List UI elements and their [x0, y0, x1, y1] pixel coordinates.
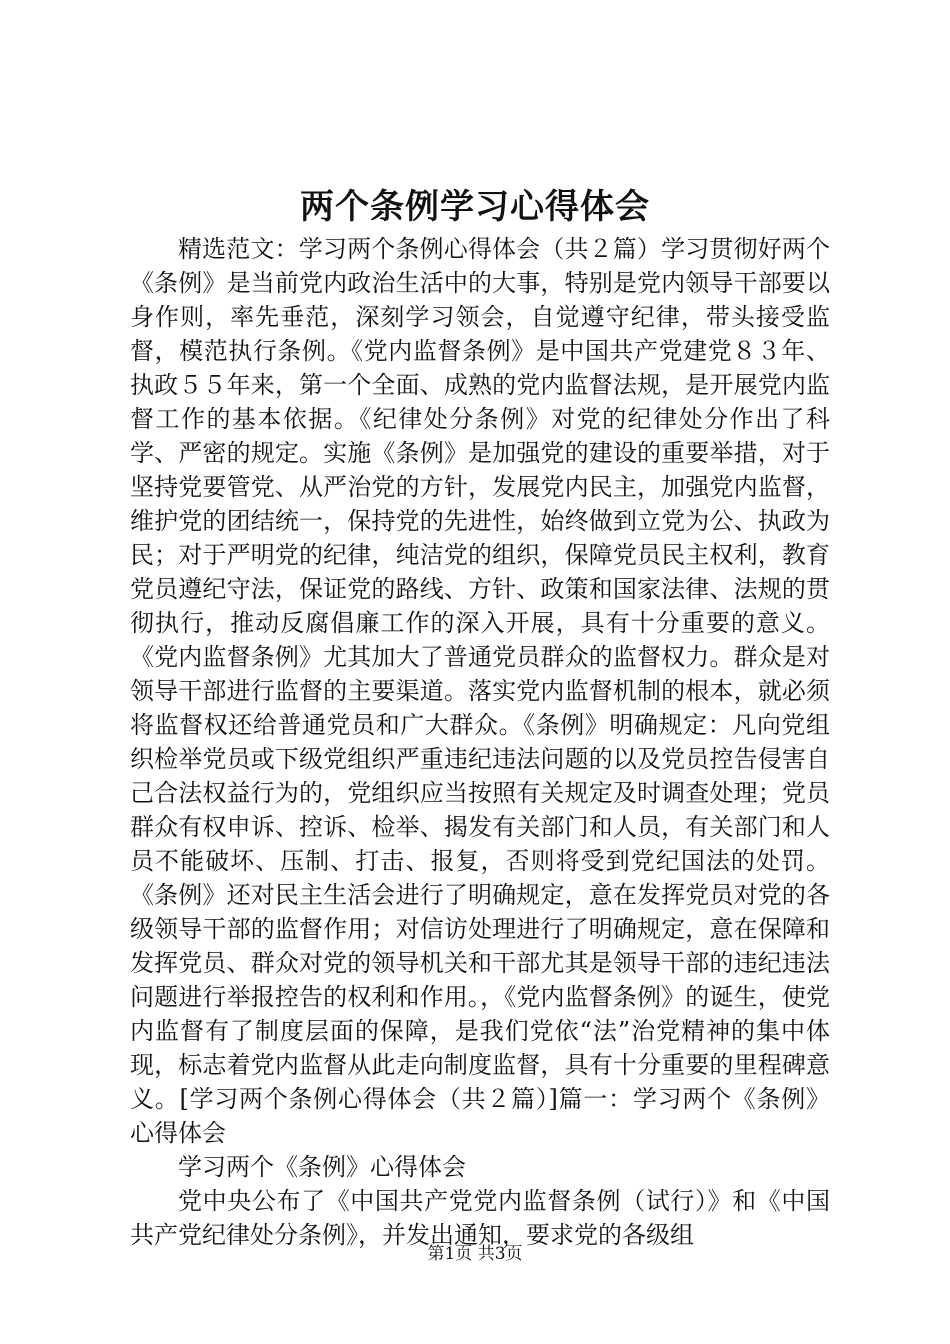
document-body: [130, 232, 830, 1252]
body-paragraph: 党中央公布了《中国共产党党内监督条例（试行）》和《中国共产党纪律处分条例》，并发出通知，要求党的各级组: [130, 1187, 830, 1249]
body-paragraph: 精选范文：学习两个条例心得体会（共２篇）学习贯彻好两个《条例》是当前党内政治生活中的大事，特别是党内领导干部要以身作则，率先垂范，深刻学习领会，自觉遵守纪律，带头接受监督，模范执行条例。《党内监督条例》是中国共产党建党８３年、执政５５年来，第一个全面、成熟的党内监督法规，是开展党内监督工作的基本依据。《纪律处分条例》对党的纪律处分作出了科学、严密的规定。实施《条例》是加强党的建设的重要举措，对于坚持党要管党、从严治党的方针，发展党内民主，加强党内监督，维护党的团结统一，保持党的先进性，始终做到立党为公、执政为民；对于严明党的纪律，纯洁党的组织，保障党员民主权利，教育党员遵纪守法，保证党的路线、方针、政策和国家法律、法规的贯彻执行，推动反腐倡廉工作的深入开展，具有十分重要的意义。《党内监督条例》尤其加大了普通党员群众的监督权力。群众是对领导干部进行监督的主要渠道。落实党内监督机制的根本，就必须将监督权还给普通党员和广大群众。《条例》明确规定：凡向党组织检举党员或下级党组织严重违纪违法问题的以及党员控告侵害自己合法权益行为的，党组织应当按照有关规定及时调查处理；党员群众有权申诉、控诉、检举、揭发有关部门和人员，有关部门和人员不能破坏、压制、打击、报复，否则将受到党纪国法的处罚。《条例》还对民主生活会进行了明确规定，意在发挥党员对党的各级领导干部的监督作用；对信访处理进行了明确规定，意在保障和发挥党员、群众对党的领导机关和干部尤其是领导干部的违纪违法问题进行举报控告的权利和作用。，《党内监督条例》的诞生，使党内监督有了制度层面的保障，是我们党依“法”治党精神的集中体现，标志着党内监督从此走向制度监督，具有十分重要的里程碑意义。[学习两个条例心得体会（共２篇）]篇一：学习两个《条例》心得体会: [130, 235, 830, 1147]
document-title: 两个条例学习心得体会: [300, 187, 650, 227]
body-paragraph: 学习两个《条例》心得体会: [178, 1153, 466, 1181]
page-number-footer: 第1页 共3页: [427, 1244, 523, 1264]
